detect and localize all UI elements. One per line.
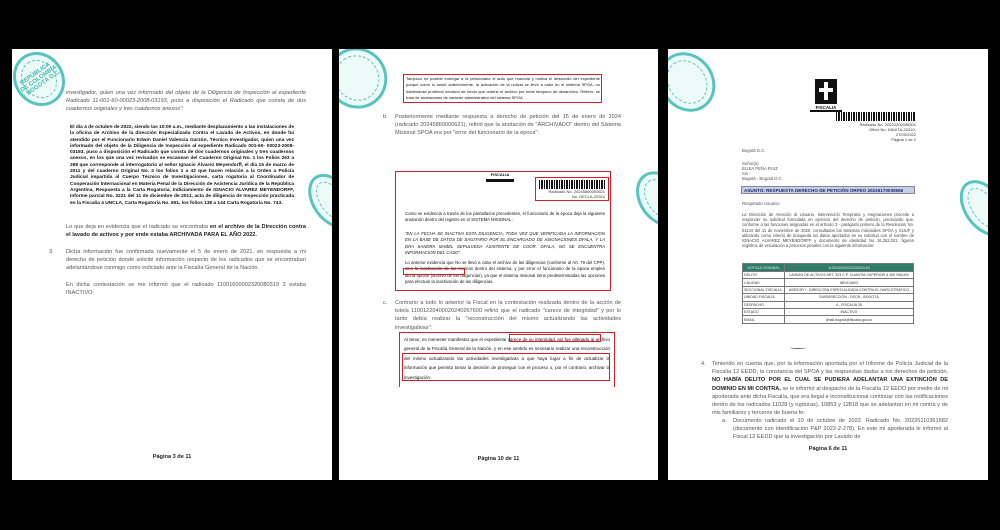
highlight-error-funcionario — [403, 268, 465, 275]
notary-stamp-icon — [626, 162, 658, 236]
evidence-bold: en el archivo de la Dirección contra el lavado de activos y por ende estaba ARCHIVADA PARA EL AÑO 2022. — [66, 224, 306, 239]
notary-stamp-icon — [950, 171, 988, 245]
notary-stamp-icon — [339, 49, 399, 121]
table-header-cell: NOTICIA CRIMINAL — [743, 264, 785, 272]
table-cell-label: DESPACHO — [743, 301, 785, 308]
highlight-integridad — [509, 334, 601, 342]
item-4-number: 4. — [701, 361, 706, 367]
page-footer: Página 6 de 11 — [808, 446, 848, 452]
table-row — [743, 286, 914, 293]
excerpt-box-2-quote: "EN LA FECHA SE INACTIVA ESTA DILIGENCIA, TODA VEZ QUE VERIFICADA LA INFORMACION EN LA BASE DE DATOS DE SAGITARIO POR EL ENCARGADO DE ASIGNACIONES DFALA, Y LA DRA SANDRA MABEL SEPULVEDA ASISTENTE DE COOR. DFALA, NO SE ENCUENTRA INFORMACION DEL CASO". — [405, 231, 605, 255]
table-cell-value: INACTIVO — [785, 308, 914, 315]
response-body: La Dirección de Atención al Usuario, Intervención Temprana y Asignaciones procede a responder su solicitud formulada en ejercicio del derecho de petición, precisando que, conforme a las funciones asignadas en el artículo 3 - parágrafo primero de la Resolución No. 01134 del 11 de noviembre de 2020, consultados los sistemas misionales SPOA y SIJUF y utilizando como criterio de búsqueda los datos aportados en su solicitud con el nombre de IGNACIO ALVAREZ MEYENDORFF y documento de identidad No 16.262.021, figuran registros de vinculación a procesos penales con la siguiente información: — [742, 212, 914, 249]
excerpt-box-2-p2: Lo anterior evidencia que No se llevó a cabo el archivo de las diligencias (conforme al Art. 79 del CPP), sino la inactivación de las mismas dentro del sistema, y por error el funcionario de la época empleó dicha opción (archivo de las diligencias), ya que el sistema misional tiene predeterminadas las opciones para efectuar la inactivación de las diligencias. — [405, 260, 605, 284]
item-3-response: En dicha contestación se me informó que el radicado 11001600002320080319 3 estaba INACTIVO: — [66, 282, 306, 297]
sub-item-a-text: Documento radicado el 10 de octubre de 2022. Radicado No. 20226110361682 (documento con identificación P&P 2022-2-278). En este mi apoderada le informó al Fiscal 12 EEDD que la investigación por Lavado de — [733, 418, 948, 441]
evidence-text: Lo que deja en evidencia que el radicado se encontraba — [66, 224, 210, 230]
item-c-letter: c. — [383, 300, 388, 306]
table-cell-label: UNIDAD FISCALÍA — [743, 294, 785, 301]
table-cell-value: 4 - FISCALÍA 35 — [785, 301, 914, 308]
table-row — [743, 279, 914, 286]
fiscalia-logo-label: FISCALIA — [810, 105, 842, 112]
oficio-label: No. DECLA-20310 — [571, 194, 605, 199]
date-label: 27/09/2022 — [895, 132, 916, 137]
table-cell-label: DELITO — [743, 272, 785, 279]
table-cell-label: SECCIONAL FISCALÍA — [743, 286, 785, 293]
radicado-label: Radicado No. 20222200096501 — [859, 122, 916, 127]
recipient-name: ELISA PEÑA RUIZ — [742, 166, 778, 171]
city: Bogotá D.C. — [742, 148, 766, 153]
table-cell-value: LAVADO DE ACTIVOS ART. 323 C.P. CUANTÍA SUPERIOR A 100 SMLMV — [785, 272, 914, 279]
evidence-paragraph — [66, 223, 306, 239]
radicado-block — [828, 122, 916, 142]
barcode-icon — [836, 112, 916, 121]
recipient-city: Bogotá - Bogotá D.C. — [742, 176, 783, 181]
item-4-text — [712, 360, 948, 417]
item-c-text: Contrario a todo lo anterior la Fiscal en la contestación realizada dentro de la acción de tutela 11001220400020240267600 refirió que el radicado "carece de integridad" y por lo tanto debía realizar la "reconstrucción del mismo actualizando las actividades investigativas": — [395, 300, 621, 331]
table-header-row — [743, 264, 914, 272]
notary-stamp-icon — [668, 49, 727, 123]
page-of-label: Página 1 de 2 — [891, 137, 916, 142]
case-info-table — [742, 263, 914, 324]
excerpt-box-3: Al tenor, es menester manifestar que el expediente carece de su integridad, así fue allegado al archivo general de la Fiscalía General de la Nación, y en ese sentido es necesario realizar una reconstrucción del mismo actualizando las actividades investigativas a que haya lugar a fin de actualizar la información que permita tomar la decisión de proseguir con el proceso o, por el contrario, archivar la investigación. — [404, 337, 610, 380]
document-page-6 — [668, 49, 988, 480]
table-row — [743, 316, 914, 323]
radicado-number — [539, 189, 605, 199]
signature-mark-icon — [790, 346, 806, 349]
excerpt-box-1: Tampoco es posible entregar a la peticionaria el auto que reanuda y motiva el desarrollo del expediente porque como lo anoté anteriormente, la activación de la noticia se llevó a cabo en el sistema SPOA, no habiéndose proferido decisión de fondo que ordene el archivo por ende tampoco de desarchivo. Reitero, se trata de anotaciones de carácter administrativo del sistema SPOA. — [406, 76, 600, 101]
table-row — [743, 272, 914, 279]
table-cell-label: EMAIL — [743, 316, 785, 323]
excerpt-box-2-p1: Como se evidencia a través de los pantallazos precedentes, el funcionario de la época deja la siguiente anotación dentro del registro en el SISTEMA MISIONAL: — [405, 211, 605, 223]
recipient-address: Sin - — [742, 171, 751, 176]
item-4-part-a: Teniendo en cuenta que, por la información aportada por el Informe de Policía Judicial de la Fiscalía 12 EEDD, la constancia del SPOA y las respuestas dadas a los derechos de petición, — [712, 361, 948, 376]
item-b-text: Posteriormente mediante respuesta a derecho de petición del 15 de enero de 2024 (radicado 20245860000621), refirió que la anotación de "ARCHIVADO" dentro del Sistema Misional SPOA era por "error del funcionario de la época": — [395, 114, 621, 137]
barcode-icon — [539, 180, 605, 189]
item-b-letter: b. — [383, 114, 388, 120]
document-page-3 — [12, 49, 332, 480]
table-row — [743, 301, 914, 308]
fiscalia-logo-icon — [815, 79, 837, 104]
page-footer: Página 3 de 11 — [152, 454, 192, 460]
item-4-part-b: se le informó al despacho de la Fiscalía 12 EEDD por medio de mi apoderada ante dicha Fiscalía, que era ilegal e inconstitucional continuar con las notificaciones dentro de los radicados 11028 (y rupturas), 10853 y 12818 que se adelantan en mi contra y de mis familiares y terceros de buena fe: — [712, 385, 948, 417]
table-cell-value: ASESOR I - DIRECCIÓN ESPECIALIZADA CONTRA EL NARCOTRÁFICO — [785, 286, 914, 293]
table-cell-value: SUBDIRECCIÓN - DECN - BOGOTÁ — [785, 294, 914, 301]
subject-line: ASUNTO: RESPUESTA DERECHO DE PETICIÓN ORFEO 20226170030656 — [741, 186, 915, 194]
page-footer: Página 10 de 11 — [477, 456, 520, 462]
salutation-to: Señor(a) — [742, 161, 759, 166]
oficio-label: Oficio No. DAUITA-20310- — [869, 127, 916, 132]
table-cell-label: ESTADO — [743, 308, 785, 315]
table-cell-value: INDICIADO — [785, 279, 914, 286]
table-cell-label: CALIDAD — [743, 279, 785, 286]
notary-stamp-icon: REPÚBLICA DE COLOMBIA · BOGOTÁ D.C. — [12, 49, 76, 116]
sub-item-a-letter: a. — [722, 418, 727, 424]
table-row — [743, 294, 914, 301]
table-row — [743, 308, 914, 315]
quoted-scan-excerpt: El día 4 de octubre de 2022, siendo las 10:00 a.m., mediante desplazamiento a las instalaciones de la oficina de Archivo de la dirección Especializada Contra el Lavado de Activos, en donde fui atendido por el Funcionario Edwin Daniel Valencia Garzón, Técnico Investigador, quien una vez informado del objeto de la Diligencia de Inspección al expediente Radicado 001-60- 00023-2008-03193, puso a disposición el Radicado que consta de dos cuadernos originales y tres cuadernos anexos, en los que una vez revisados se escanean del Cuaderno Original No. 1 los Folios 263 a 268 que corresponde al interrogatorio al señor Ignacio Álvarez Meyendorff, el día 15 de marzo de 2011 y del cuaderno Original No. 2 los folios 1 a 43 que hacen relación a la Orden a Policía Judicial impartida al Cuerpo Técnico de Investigaciones, carta rogatoria al Coordinador de Cooperación Internacional en Materia Penal de la Dirección de Asistencia Jurídica de la República Argentina, Respuesta a la Carta Rogatoria, Indiciamiento de IGNACIO ALVAREZ MEYENDORFF, Informe parcial No. 3221 del 11 de diciembre de 2011, acta de diligencia de Inspección practicada en la Fiscalía 4 UNCLA, Carta Rogatoria No. 851, los folios 138 a 144 Carta Rogatoria No. 743. — [70, 125, 294, 206]
table-cell-value: llmail.bogota@fiscalia.gov.co — [785, 316, 914, 323]
table-header-cell: 110016000023200803193 — [785, 264, 914, 272]
radicado-label: Radicado No. 20245860000621 — [548, 189, 605, 194]
document-page-10 — [339, 49, 658, 480]
item-3-text: Dicha información fue confirmada nuevamente el 5 de enero de 2021, en respuesta a mi derecho de petición donde solicité información respecto de los radicados que se encontraban adelantándose conmigo como indiciado ante la Fiscalía General de la Nación. — [66, 249, 306, 272]
item-3-number: 3. — [49, 249, 54, 255]
item-4-bold: NO HABÍA DELITO POR EL CUAL SE PUDIERA ADELANTAR UNA EXTINCIÓN DE DOMINIO EN MI CONTRA, — [712, 377, 948, 392]
fiscalia-logo-small: FISCALIA — [486, 172, 514, 182]
greeting: Respetado Usuario: — [742, 201, 780, 206]
intro-paragraph: investigador, quien una vez informado del objeto de la Diligencia de Inspección al expediente Radicado 11-001-60-00023-2008-03193, puso a disposición el Radicado que consta de dos cuadernos originales y tres cuadernos anexos": — [66, 90, 306, 113]
highlight-reconstruccion — [402, 353, 610, 381]
